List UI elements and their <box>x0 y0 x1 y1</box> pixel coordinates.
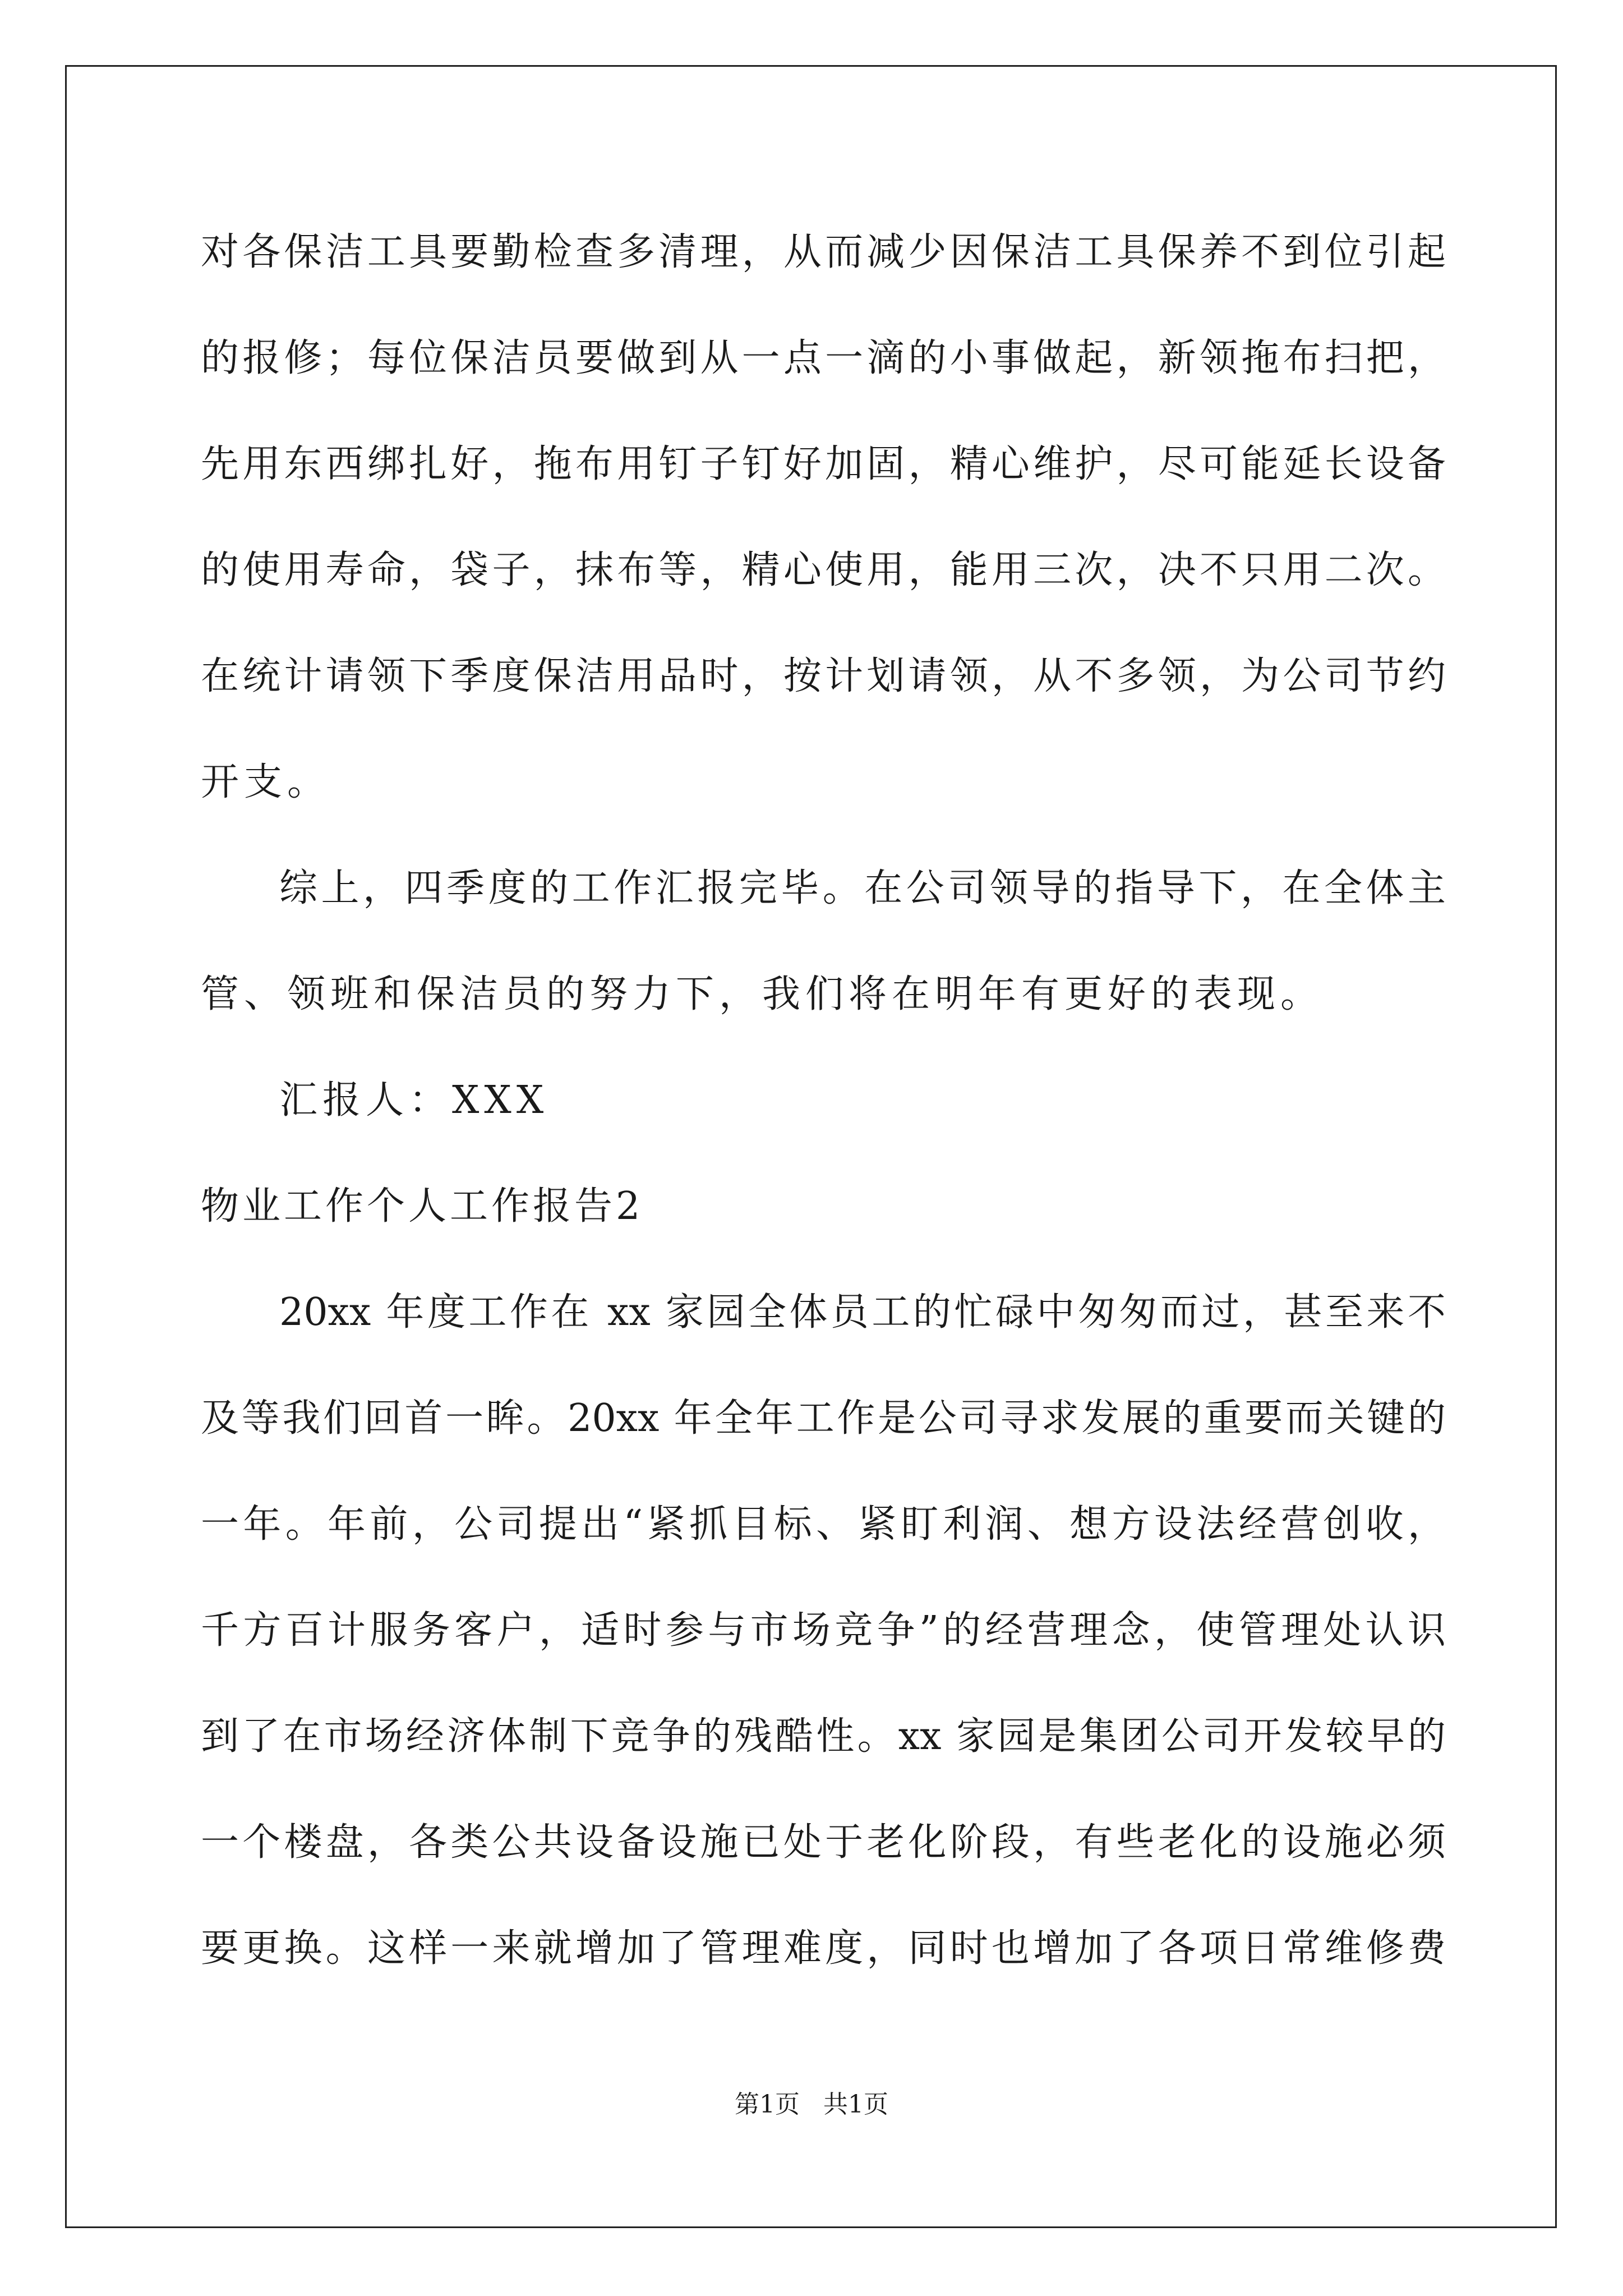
paragraph-line: 千方百计服务客户，适时参与市场竞争”的经营理念，使管理处认识 <box>201 1608 1446 1653</box>
paragraph-line: 管、领班和保洁员的努力下，我们将在明年有更好的表现。 <box>201 972 1324 1016</box>
paragraph-line: 在统计请领下季度保洁用品时，按计划请领，从不多领，为公司节约 <box>201 654 1446 698</box>
paragraph-line: 综上，四季度的工作汇报完毕。在公司领导的指导下，在全体主 <box>279 866 1446 910</box>
paragraph-line: 到了在市场经济体制下竞争的残酷性。xx 家园是集团公司开发较早的 <box>201 1714 1446 1759</box>
paragraph-line: 20xx 年度工作在 xx 家园全体员工的忙碌中匆匆而过，甚至来不 <box>279 1290 1446 1335</box>
page-footer: 第1页 共1页 <box>735 2090 888 2119</box>
paragraph-line: 先用东西绑扎好，拖布用钉子钉好加固，精心维护，尽可能延长设备 <box>201 442 1446 486</box>
section-title: 物业工作个人工作报告2 <box>201 1184 644 1228</box>
page-border <box>65 65 1557 2228</box>
paragraph-line: 的使用寿命，袋子，抹布等，精心使用，能用三次，决不只用二次。 <box>201 548 1446 592</box>
paragraph-line: 一年。年前，公司提出“紧抓目标、紧盯利润、想方设法经营创收， <box>201 1502 1446 1547</box>
paragraph-line: 要更换。这样一来就增加了管理难度，同时也增加了各项日常维修费 <box>201 1926 1446 1971</box>
paragraph-line: 开支。 <box>201 760 331 804</box>
paragraph-line: 一个楼盘，各类公共设备设施已处于老化阶段，有些老化的设施必须 <box>201 1820 1446 1865</box>
paragraph-line: 及等我们回首一眸。20xx 年全年工作是公司寻求发展的重要而关键的 <box>201 1396 1446 1441</box>
paragraph-line: 对各保洁工具要勤检查多清理，从而减少因保洁工具保养不到位引起 <box>201 230 1446 274</box>
paragraph-line: 的报修；每位保洁员要做到从一点一滴的小事做起，新领拖布扫把， <box>201 336 1446 380</box>
signature: 汇报人：XXX <box>279 1078 549 1122</box>
